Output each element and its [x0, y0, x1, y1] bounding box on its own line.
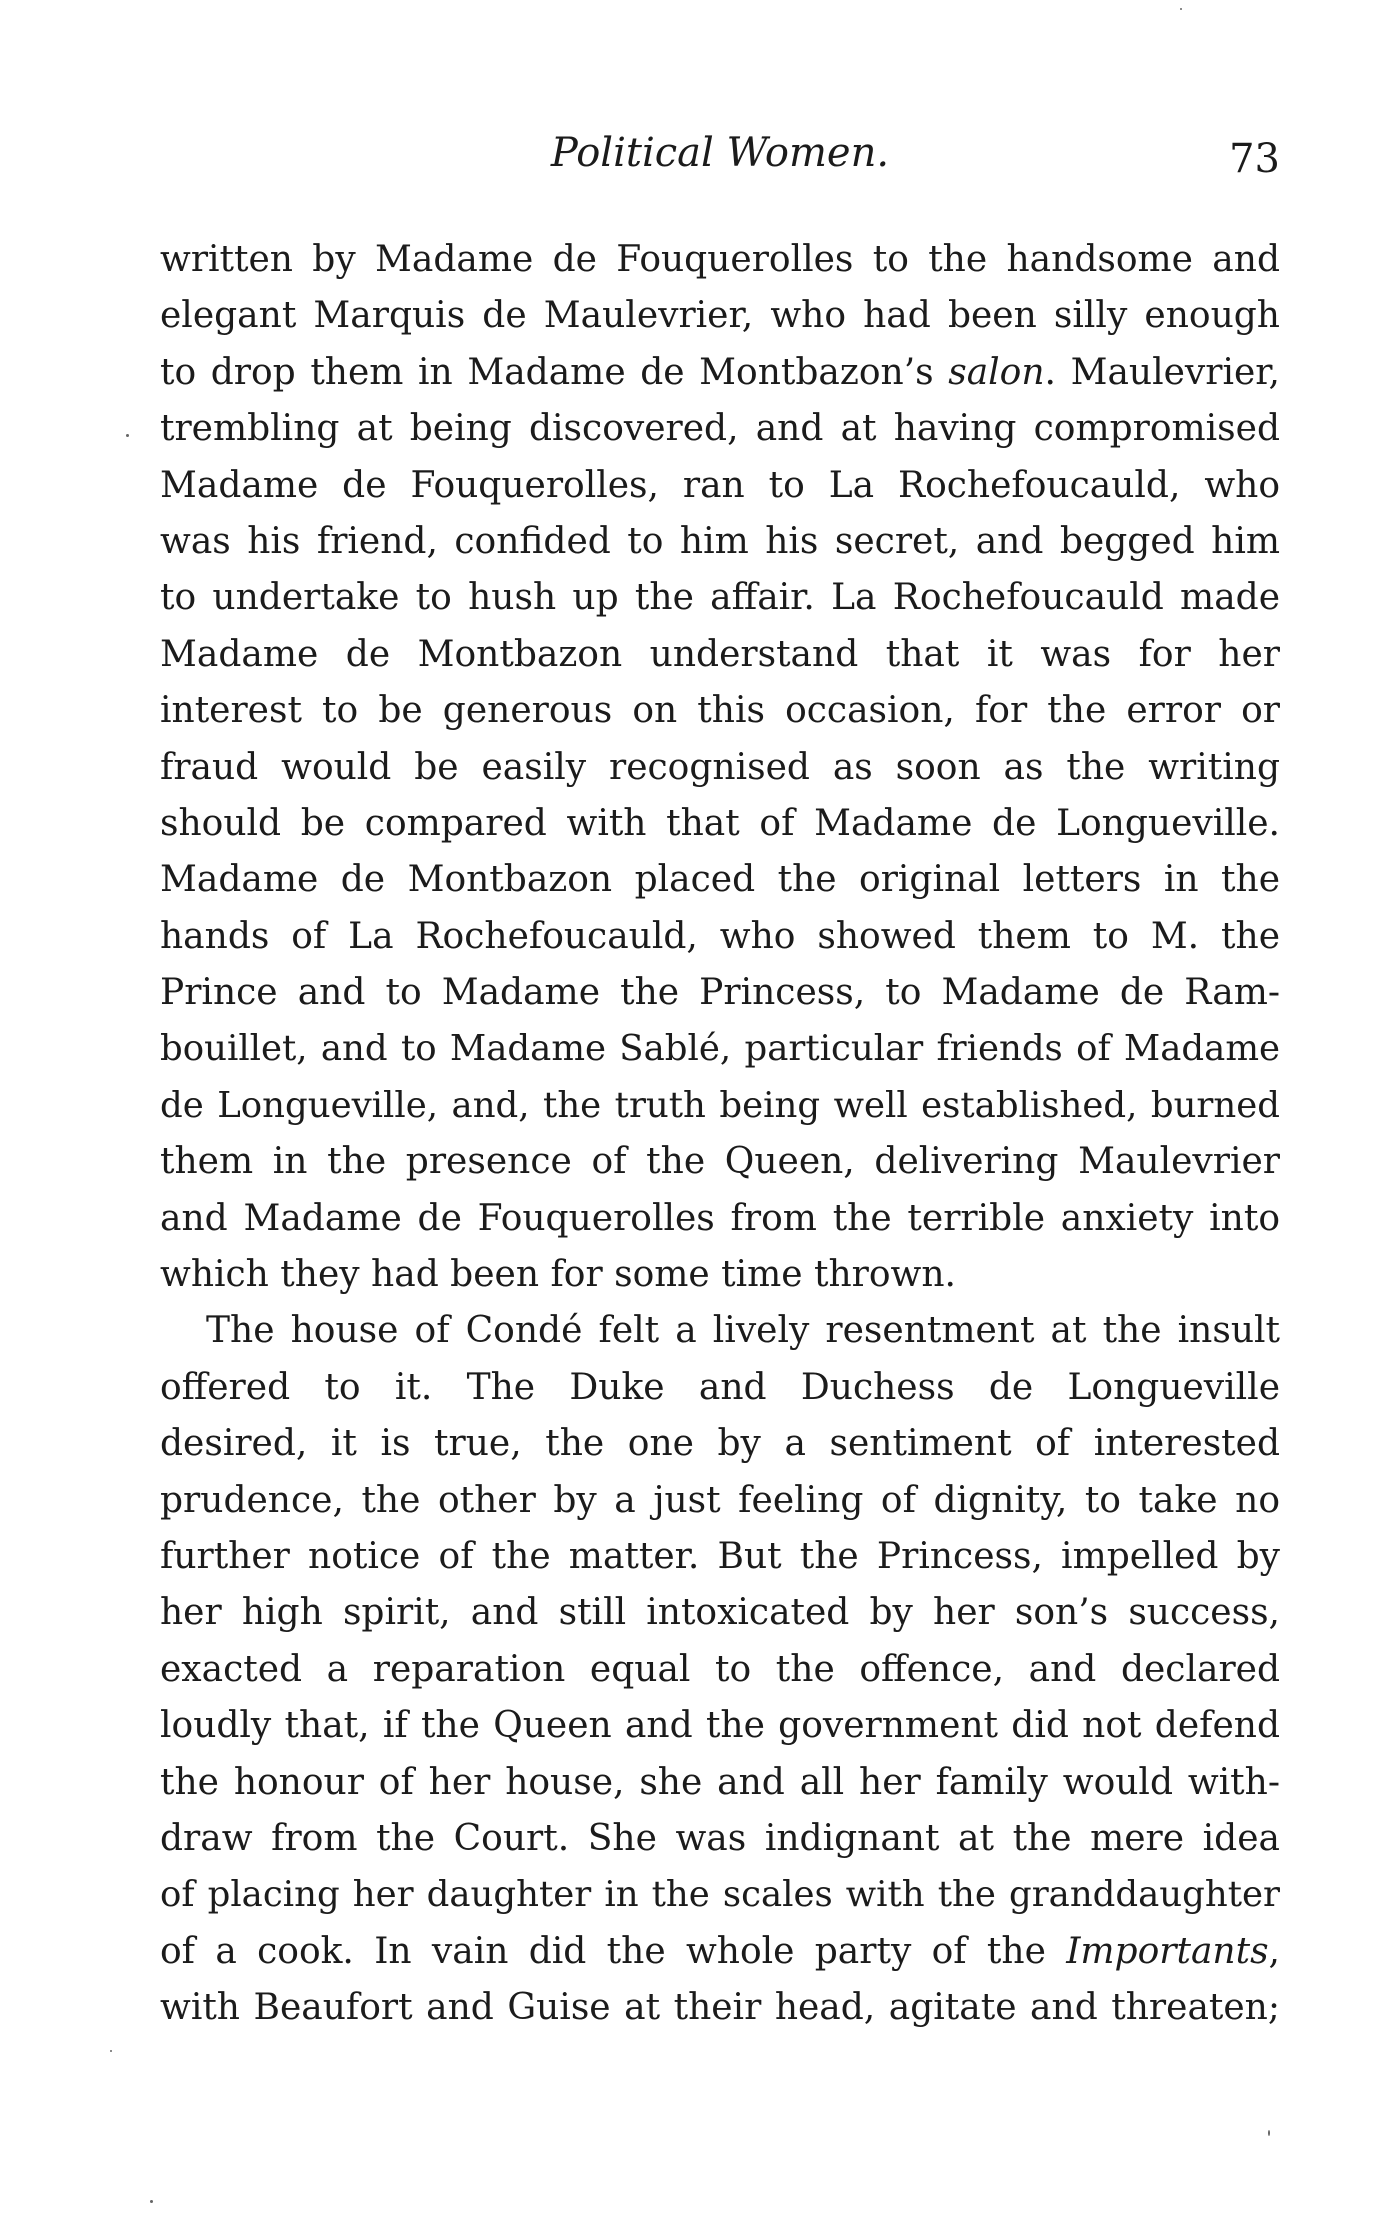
text-line: and Madame de Fouquerolles from the terrible anxiety into — [160, 1197, 1280, 1239]
scan-speck — [1268, 2130, 1270, 2136]
text-line: was his friend, confided to him his secret, and begged him — [160, 520, 1280, 562]
text-line: interest to be generous on this occasion, for the error or — [160, 690, 1280, 732]
text-line: should be compared with that of Madame de Longueville. — [160, 802, 1280, 844]
text-line: the honour of her house, she and all her family would with- — [160, 1761, 1280, 1803]
scan-speck — [1180, 8, 1182, 10]
text-line: bouillet, and to Madame Sablé, particular friends of Madame — [160, 1028, 1280, 1070]
text-line: desired, it is true, the one by a sentiment of interested — [160, 1423, 1280, 1465]
page-number: 73 — [1229, 136, 1280, 182]
text-line: Madame de Montbazon understand that it was for her — [160, 633, 1280, 675]
text-line: them in the presence of the Queen, delivering Maulevrier — [160, 1141, 1280, 1183]
text-line: The house of Condé felt a lively resentment at the insult — [206, 1310, 1280, 1352]
text-line: Prince and to Madame the Princess, to Madame de Ram- — [160, 972, 1280, 1014]
text-line: of placing her daughter in the scales with the granddaughter — [160, 1874, 1280, 1916]
scan-speck — [150, 2200, 153, 2203]
text-line: draw from the Court. She was indignant at the mere idea — [160, 1817, 1280, 1859]
text-line: loudly that, if the Queen and the government did not defend — [160, 1705, 1280, 1747]
text-line: to drop them in Madame de Montbazon’s salon. Maulevrier, — [160, 351, 1280, 393]
scan-speck — [110, 2050, 112, 2052]
text-line: to undertake to hush up the affair. La Rochefoucauld made — [160, 577, 1280, 619]
text-line: offered to it. The Duke and Duchess de Longueville — [160, 1366, 1280, 1408]
text-line: which they had been for some time thrown. — [160, 1254, 956, 1296]
text-line: written by Madame de Fouquerolles to the handsome and — [160, 239, 1280, 280]
text-line: elegant Marquis de Maulevrier, who had been silly enough — [160, 295, 1280, 337]
text-line: her high spirit, and still intoxicated by her son’s success, — [160, 1592, 1280, 1634]
text-line: with Beaufort and Guise at their head, agitate and threaten; — [160, 1987, 1280, 2029]
text-line: Madame de Fouquerolles, ran to La Rochefoucauld, who — [160, 464, 1280, 506]
text-line: de Longueville, and, the truth being well established, burned — [160, 1084, 1280, 1126]
text-line: trembling at being discovered, and at having compromised — [160, 408, 1280, 450]
running-title: Political Women. — [550, 130, 890, 176]
body-text — [160, 232, 1280, 2037]
text-line: of a cook. In vain did the whole party of the Importants, — [160, 1930, 1280, 1972]
text-line: further notice of the matter. But the Princess, impelled by — [160, 1535, 1280, 1577]
running-head — [160, 128, 1280, 188]
text-line: exacted a reparation equal to the offence, and declared — [160, 1648, 1280, 1690]
text-line: prudence, the other by a just feeling of dignity, to take no — [160, 1479, 1280, 1521]
text-line: Madame de Montbazon placed the original letters in the — [160, 859, 1280, 901]
text-line: fraud would be easily recognised as soon as the writing — [160, 746, 1280, 788]
text-line: hands of La Rochefoucauld, who showed them to M. the — [160, 915, 1280, 957]
scan-speck — [126, 434, 129, 437]
